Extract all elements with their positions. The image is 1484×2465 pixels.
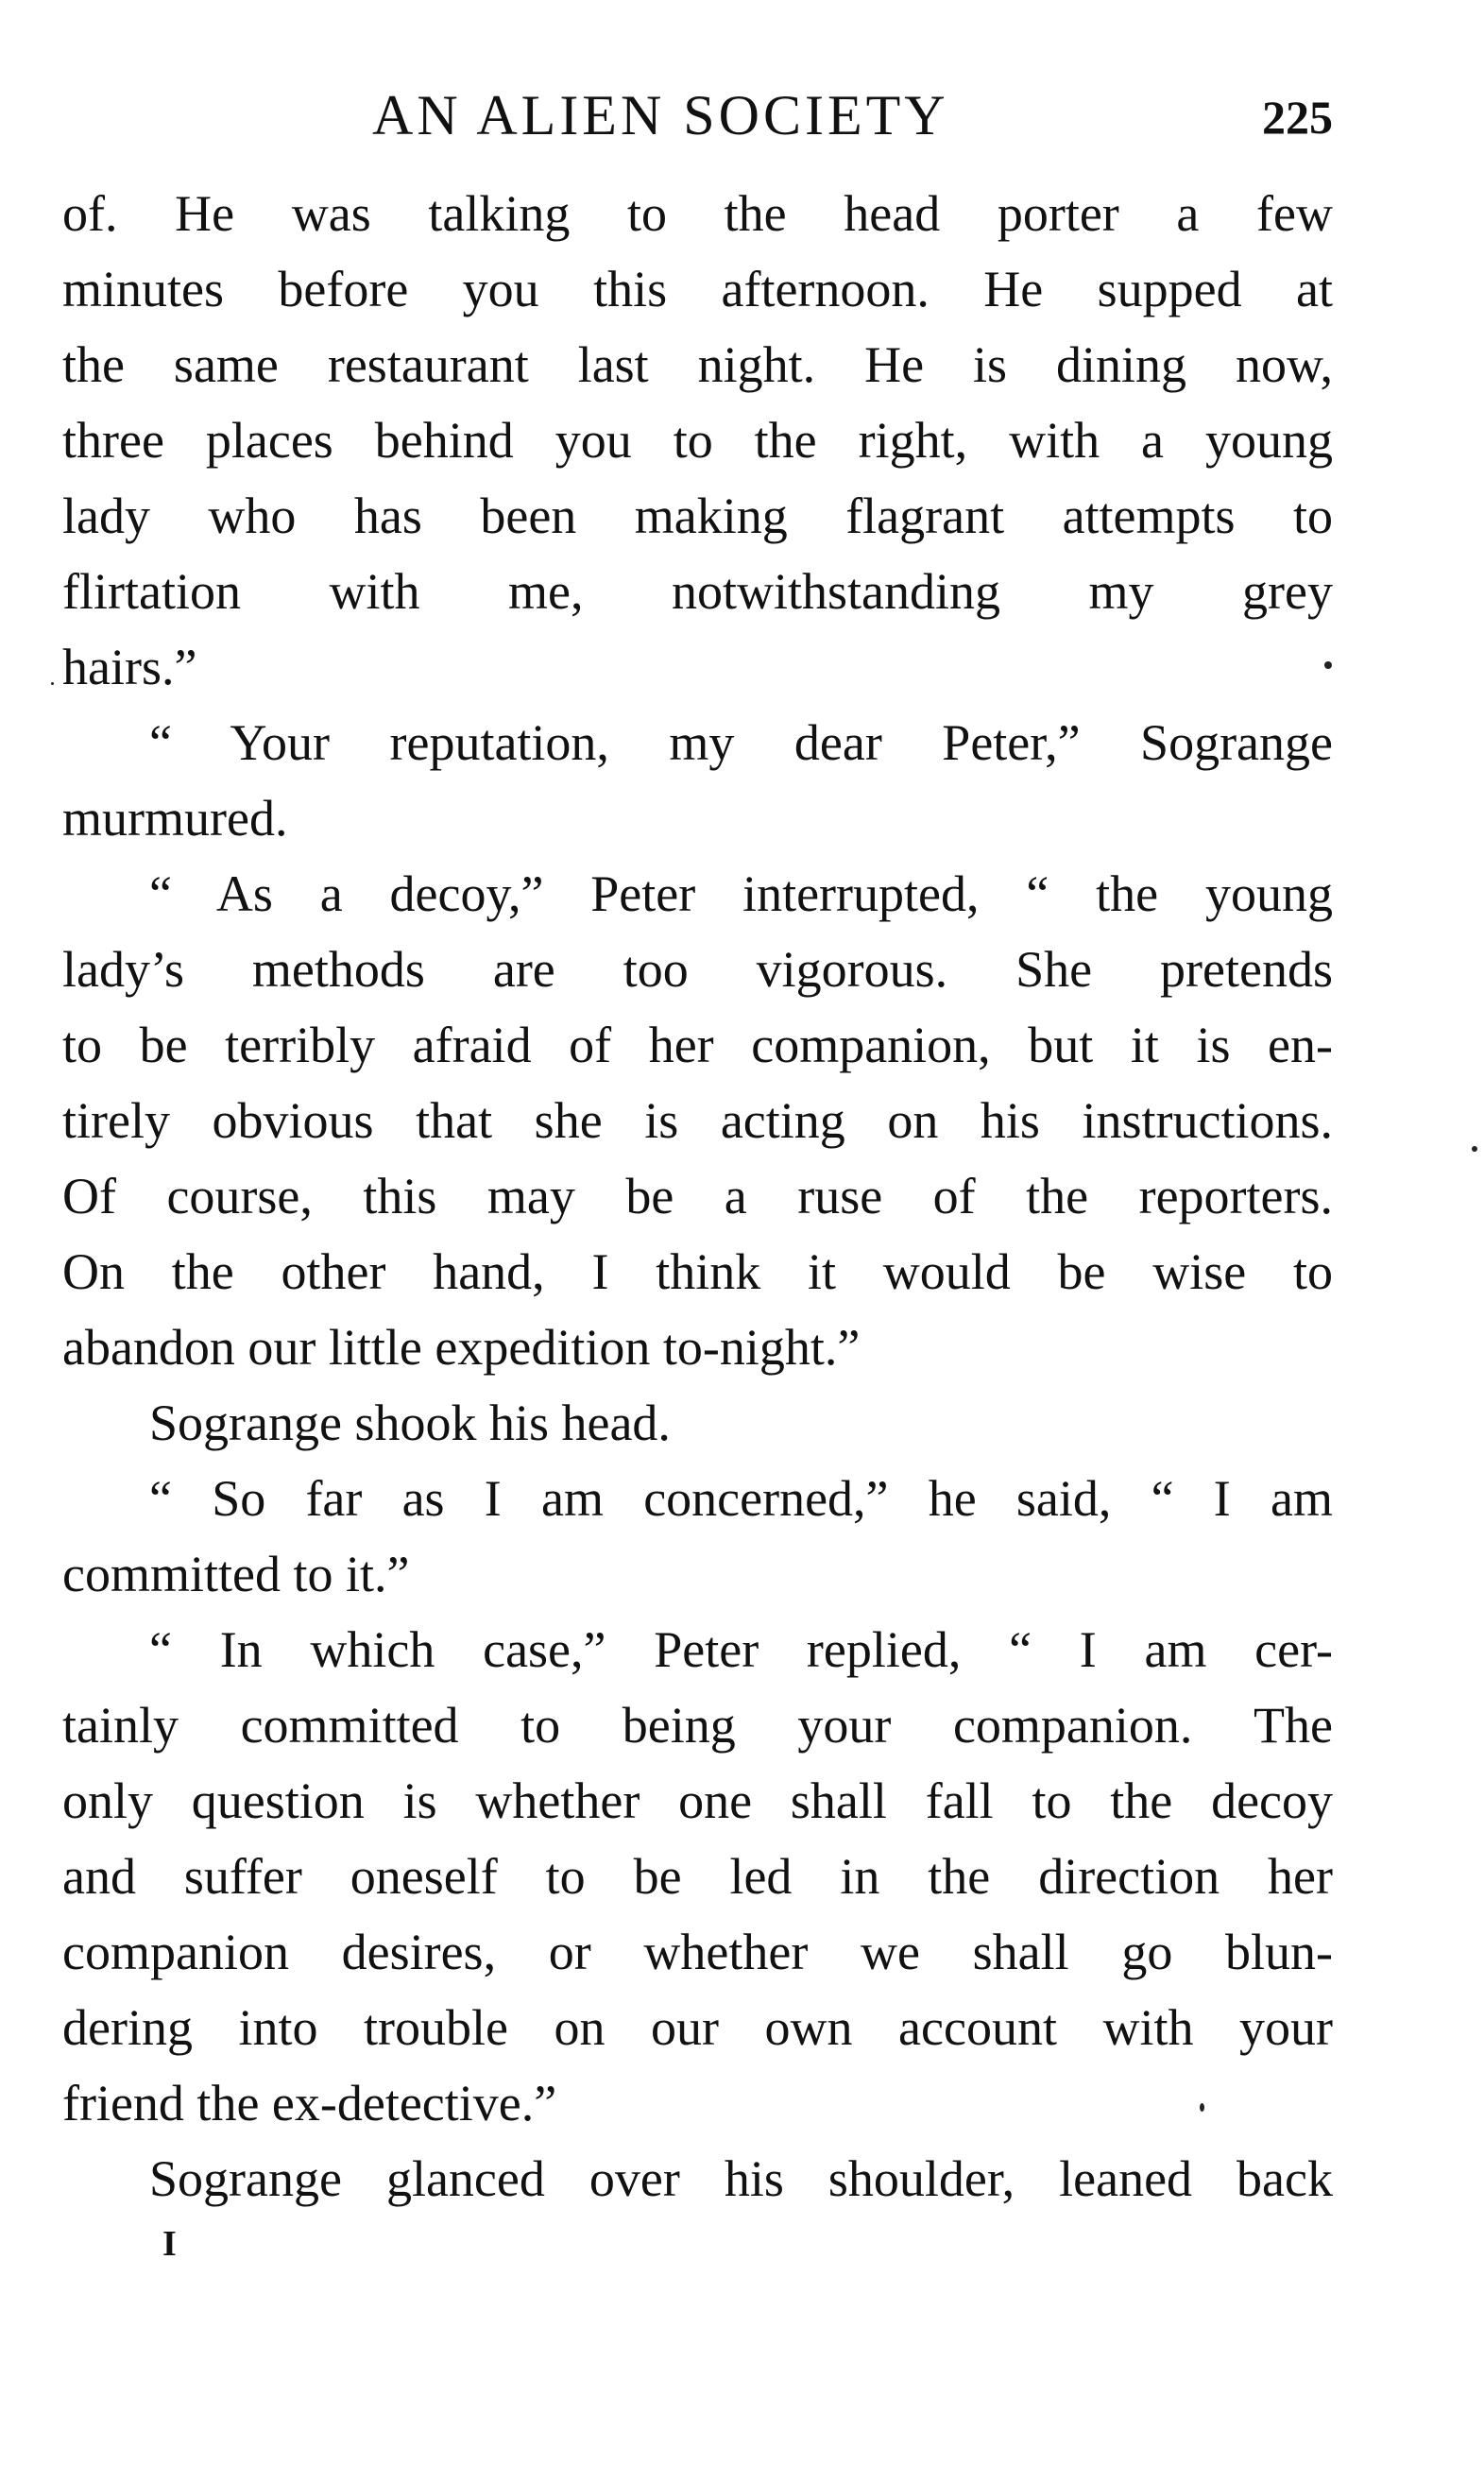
text-line: the same restaurant last night. He is dining now,	[62, 336, 1333, 393]
ink-speck	[1200, 2103, 1204, 2112]
text-line: friend the ex-detective.”	[62, 2075, 557, 2131]
text-line: dering into trouble on our own account with your	[62, 1999, 1333, 2056]
text-line: lady who has been making flagrant attempts to	[62, 488, 1333, 544]
text-line: tainly committed to being your companion. The	[62, 1697, 1333, 1754]
text-line: flirtation with me, notwithstanding my grey	[62, 563, 1333, 620]
running-title: AN ALIEN SOCIETY	[372, 84, 949, 146]
page-number: 225	[1262, 91, 1333, 144]
text-line: three places behind you to the right, with a young	[62, 412, 1333, 469]
text-line: and suffer oneself to be led in the direction her	[62, 1848, 1333, 1905]
signature-mark: I	[162, 2224, 177, 2264]
text-line: Of course, this may be a ruse of the reporters.	[62, 1168, 1333, 1224]
text-line: On the other hand, I think it would be wise to	[62, 1243, 1333, 1300]
text-line: Sogrange shook his head.	[149, 1395, 671, 1451]
text-line: to be terribly afraid of her companion, but it is en-	[62, 1017, 1333, 1073]
text-line: only question is whether one shall fall to the decoy	[62, 1772, 1333, 1829]
text-line: “ In which case,” Peter replied, “ I am cer-	[149, 1621, 1333, 1678]
text-line: “ Your reputation, my dear Peter,” Sogrange	[149, 714, 1333, 771]
text-line: “ As a decoy,” Peter interrupted, “ the young	[149, 865, 1333, 922]
text-line: hairs.”	[62, 639, 197, 695]
ink-speck	[51, 682, 54, 685]
text-line: companion desires, or whether we shall go blun-	[62, 1924, 1333, 1980]
text-line: Sogrange glanced over his shoulder, leaned back	[149, 2150, 1333, 2207]
ink-speck	[1472, 1146, 1477, 1152]
text-line: lady’s methods are too vigorous. She pretends	[62, 941, 1333, 998]
text-line: “ So far as I am concerned,” he said, “ I am	[149, 1470, 1333, 1527]
ink-speck	[1324, 661, 1332, 669]
text-line: tirely obvious that she is acting on his instructions.	[62, 1092, 1333, 1149]
text-line: minutes before you this afternoon. He supped at	[62, 261, 1333, 317]
text-line: murmured.	[62, 790, 288, 847]
text-line: abandon our little expedition to-night.”	[62, 1319, 861, 1376]
body-text	[62, 176, 1333, 2217]
running-header	[62, 77, 1333, 153]
text-line: committed to it.”	[62, 1546, 410, 1602]
text-line: of. He was talking to the head porter a few	[62, 185, 1333, 242]
